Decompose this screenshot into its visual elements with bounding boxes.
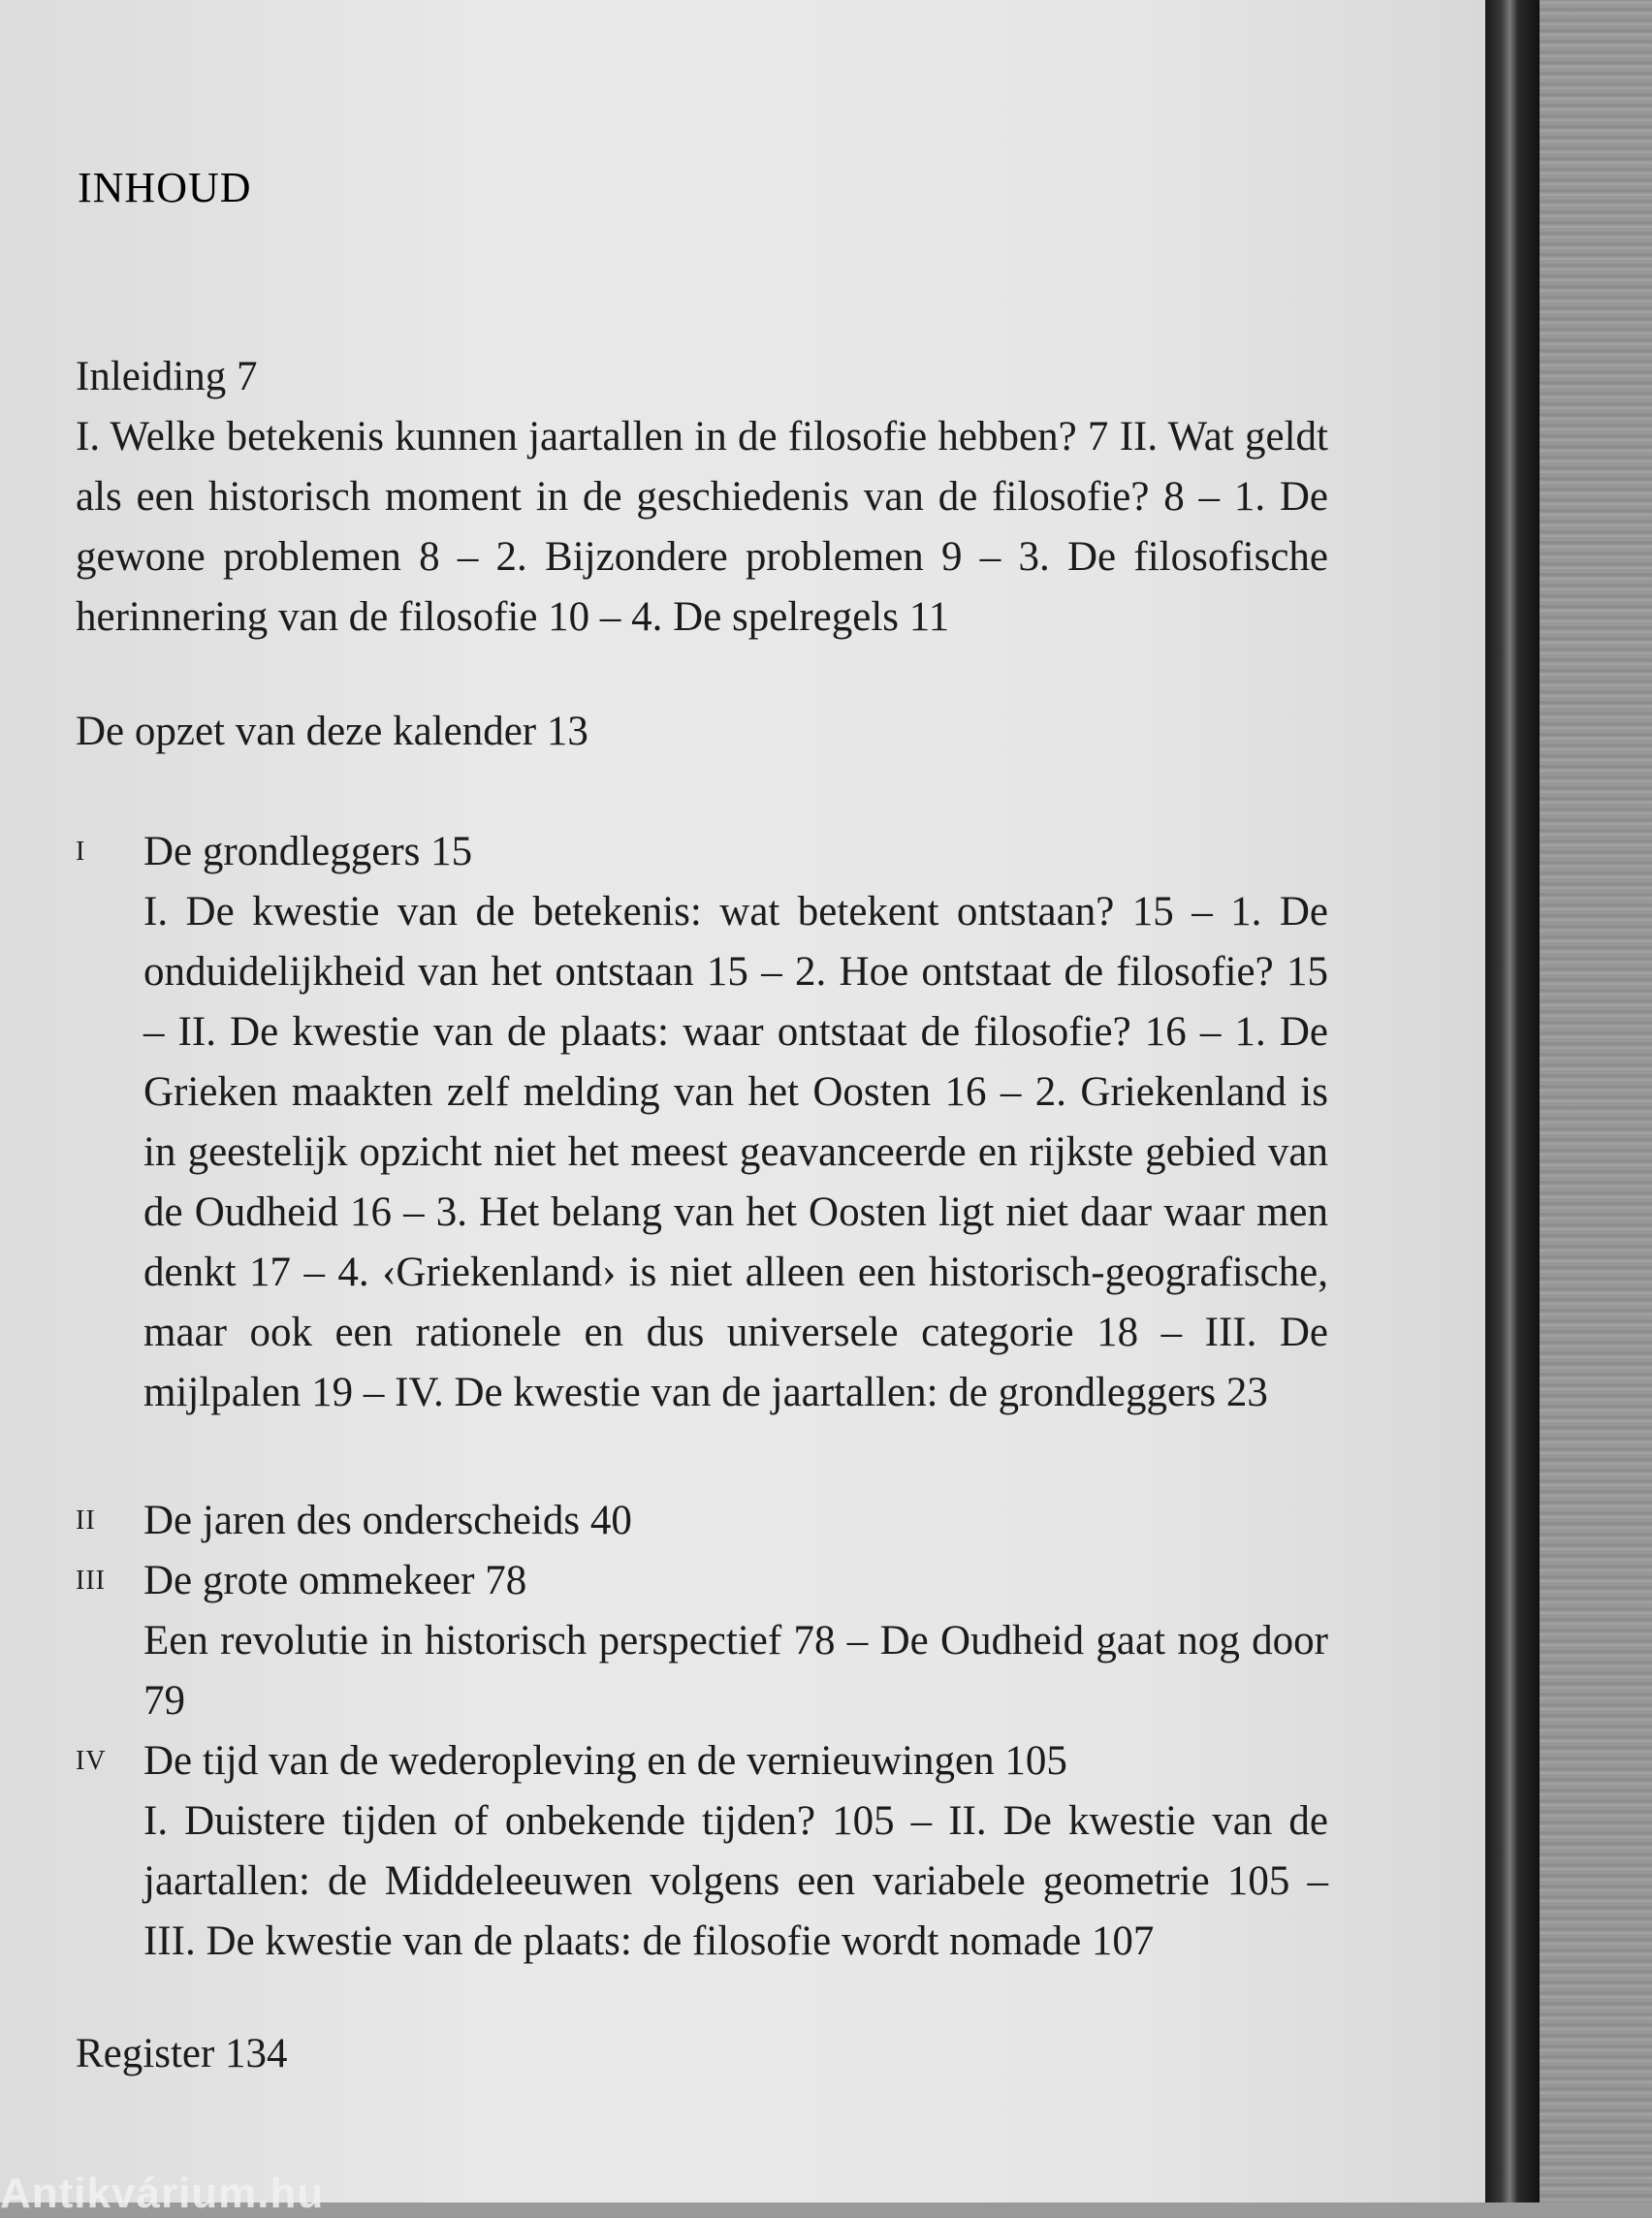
chapter-title: De tijd van de wederopleving en de vernieuwingen 105	[143, 1738, 1067, 1784]
background-surface	[1540, 0, 1652, 2202]
register-entry: Register 134	[76, 2031, 288, 2076]
chapter-numeral: II	[76, 1505, 96, 1536]
book-spine-edge	[1485, 0, 1540, 2202]
opzet-entry: De opzet van deze kalender 13	[76, 709, 588, 754]
watermark: Antikvárium.hu	[0, 2170, 325, 2217]
chapter-title: De grote ommekeer 78	[143, 1558, 527, 1603]
page-title: INHOUD	[78, 164, 252, 211]
intro-section	[76, 347, 1328, 648]
chapter-1	[76, 822, 1328, 1423]
chapter-text: Een revolutie in historisch perspectief 78 – De Oudheid gaat nog door 79	[143, 1618, 1328, 1724]
chapter-text: I. Duistere tijden of onbekende tijden? 105 – II. De kwestie van de jaartallen: de Middeleeuwen volgens een variabele geometrie 105 – III. De kwestie van de plaats: de filosofie wordt nomade 107	[143, 1798, 1328, 1964]
chapter-title: De grondleggers 15	[143, 829, 473, 874]
chapter-numeral: IV	[76, 1746, 107, 1776]
chapter-numeral: I	[76, 837, 86, 867]
chapter-2	[76, 1491, 1328, 1551]
intro-text: I. Welke betekenis kunnen jaartallen in de filosofie hebben? 7 II. Wat geldt als een historisch moment in de geschiedenis van de filosofie? 8 – 1. De gewone problemen 8 – 2. Bijzondere problemen 9 – 3. De filosofische herinnering van de filosofie 10 – 4. De spelregels 11	[76, 414, 1328, 640]
chapter-numeral: III	[76, 1566, 106, 1596]
chapter-4	[76, 1731, 1328, 1972]
chapter-title: De jaren des onderscheids 40	[143, 1498, 632, 1543]
intro-heading: Inleiding 7	[76, 354, 258, 399]
chapter-text: I. De kwestie van de betekenis: wat betekent ontstaan? 15 – 1. De onduidelijkheid van het ontstaan 15 – 2. Hoe ontstaat de filosofie? 15 – II. De kwestie van de plaats: waar ontstaat de filosofie? 16 – 1. De Grieken maakten zelf melding van het Oosten 16 – 2. Griekenland is in geestelijk opzicht niet het meest geavanceerde en rijkste gebied van de Oudheid 16 – 3. Het belang van het Oosten ligt niet daar waar men denkt 17 – 4. ‹Griekenland› is niet alleen een historisch-geografische, maar ook een rationele en dus universele categorie 18 – III. De mijlpalen 19 – IV. De kwestie van de jaartallen: de grondleggers 23	[143, 889, 1328, 1415]
chapter-3	[76, 1551, 1328, 1731]
